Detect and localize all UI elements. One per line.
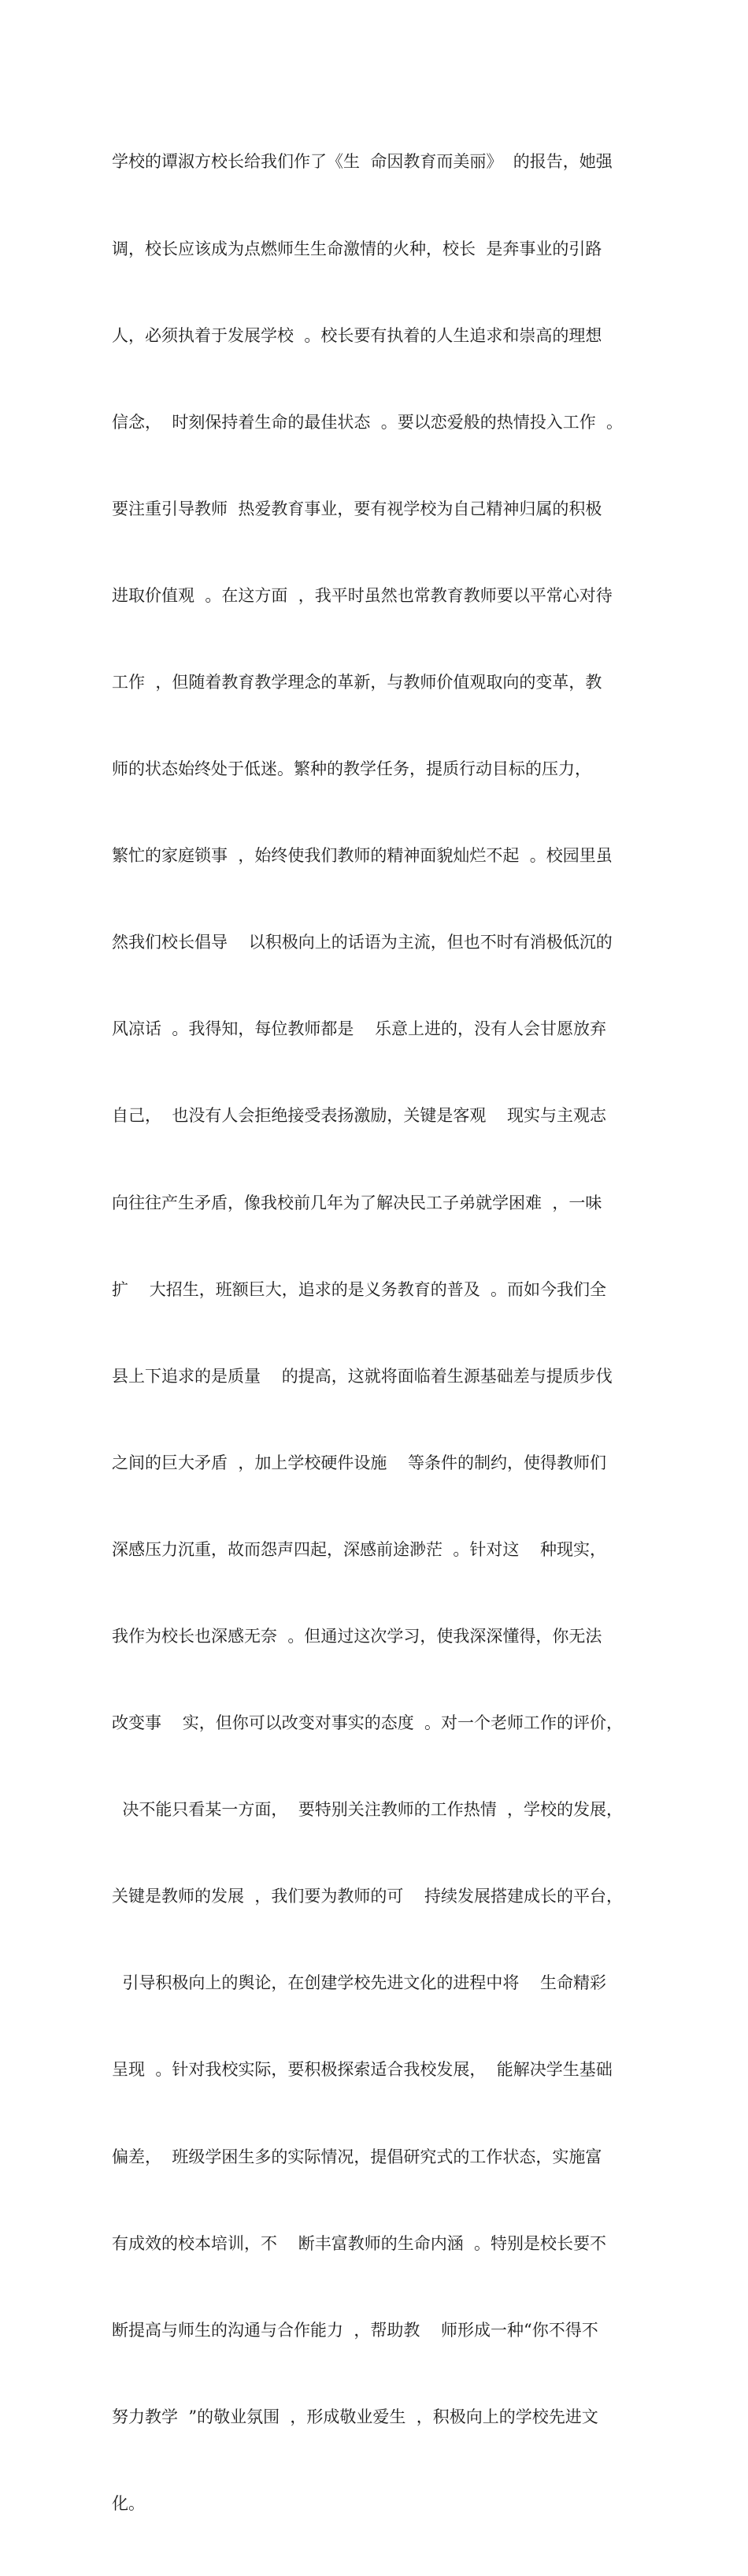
- text-line: 自己， 也没有人会拒绝接受表扬激励，关键是客观 现实与主观志: [112, 1106, 607, 1126]
- body-paragraph: [112, 90, 663, 2576]
- text-line: 人，必须执着于发展学校 。校长要有执着的人生追求和崇高的理想: [112, 325, 602, 345]
- text-line: 改变事 实，但你可以改变对事实的态度 。对一个老师工作的评价，: [112, 1713, 624, 1733]
- text-line: 断提高与师生的沟通与合作能力 ，帮助教 师形成一种“你不得不: [112, 2320, 598, 2340]
- text-line: 县上下追求的是质量 的提高，这就将面临着生源基础差与提质步伐: [112, 1366, 613, 1386]
- text-line: 有成效的校本培训，不 断丰富教师的生命内涵 。特别是校长要不: [112, 2233, 607, 2253]
- text-line: 我作为校长也深感无奈 。但通过这次学习，使我深深懂得，你无法: [112, 1627, 602, 1646]
- text-line: 向往往产生矛盾，像我校前几年为了解决民工子弟就学困难 ，一味: [112, 1193, 602, 1212]
- text-line: 努力教学 ”的敬业氛围 ，形成敬业爱生 ，积极向上的学校先进文: [112, 2407, 598, 2426]
- text-line: 扩 大招生，班额巨大，追求的是义务教育的普及 。而如今我们全: [112, 1279, 607, 1299]
- text-line: 然我们校长倡导 以积极向上的话语为主流，但也不时有消极低沉的: [112, 933, 613, 952]
- text-line: 决不能只看某一方面， 要特别关注教师的工作热情 ，学校的发展，: [112, 1800, 624, 1820]
- text-line: 深感压力沉重，故而怨声四起，深感前途渺茫 。针对这 种现实，: [112, 1539, 607, 1559]
- text-line: 信念， 时刻保持着生命的最佳状态 。要以恋爱般的热情投入工作 。: [112, 412, 624, 432]
- text-line: 调，校长应该成为点燃师生生命激情的火种，校长 是奔事业的引路: [112, 239, 602, 258]
- text-line: 之间的巨大矛盾 ，加上学校硬件设施 等条件的制约，使得教师们: [112, 1453, 607, 1472]
- text-line: 化。: [112, 2493, 145, 2513]
- text-line: 风凉话 。我得知，每位教师都是 乐意上进的，没有人会甘愿放弃: [112, 1019, 607, 1039]
- text-line: 偏差， 班级学困生多的实际情况，提倡研究式的工作状态，实施富: [112, 2147, 602, 2166]
- text-line: 繁忙的家庭锁事 ，始终使我们教师的精神面貌灿烂不起 。校园里虽: [112, 846, 613, 866]
- text-line: 工作 ，但随着教育教学理念的革新，与教师价值观取向的变革，教: [112, 672, 602, 692]
- text-line: 要注重引导教师 热爱教育事业，要有视学校为自己精神归属的积极: [112, 499, 602, 518]
- text-line: 关键是教师的发展 ，我们要为教师的可 持续发展搭建成长的平台，: [112, 1887, 624, 1906]
- text-line: 呈现 。针对我校实际，要积极探索适合我校发展， 能解决学生基础: [112, 2060, 613, 2080]
- text-line: 引导积极向上的舆论，在创建学校先进文化的进程中将 生命精彩: [112, 1973, 607, 1993]
- text-line: 进取价值观 。在这方面 ，我平时虽然也常教育教师要以平常心对待: [112, 585, 613, 605]
- text-line: 师的状态始终处于低迷。繁种的教学任务，提质行动目标的压力，: [112, 759, 591, 779]
- text-line: 学校的谭淑方校长给我们作了《生 命因教育而美丽》 的报告，她强: [112, 152, 613, 172]
